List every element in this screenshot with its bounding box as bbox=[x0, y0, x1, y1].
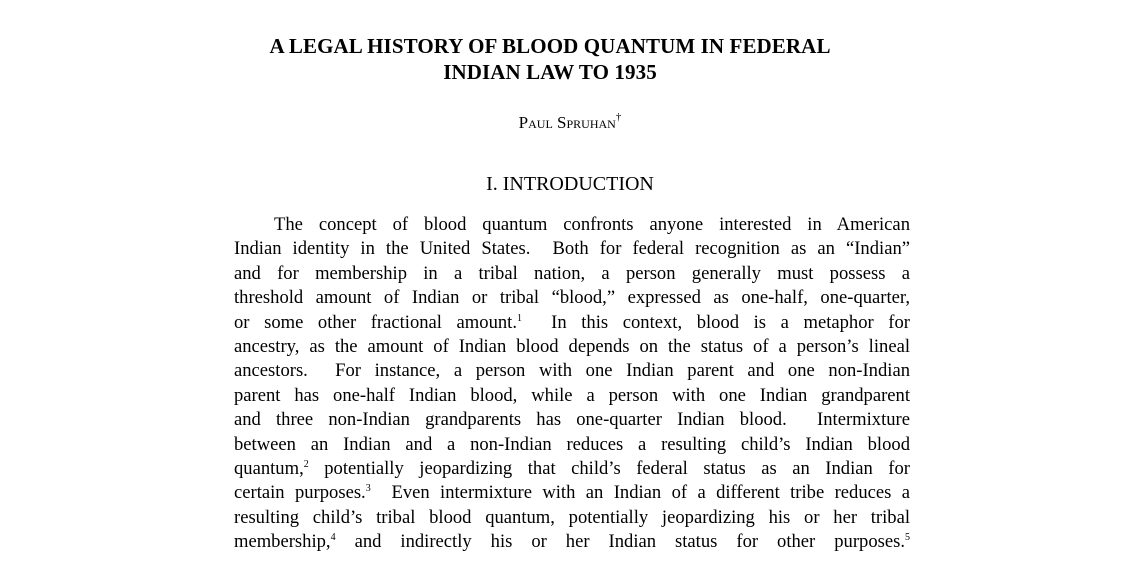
footnote-marker[interactable]: 4 bbox=[330, 532, 336, 544]
paragraph-line: or some other fractional amount.$^1$ In this context, blood is a metaphor for bbox=[234, 311, 910, 333]
section-heading: I. INTRODUCTION bbox=[486, 173, 654, 195]
paragraph-line: parent has one-half Indian blood, while a person with one Indian grandparent bbox=[234, 384, 910, 406]
footnote-marker[interactable]: 3 bbox=[365, 483, 371, 495]
footnote-marker[interactable]: 1 bbox=[516, 312, 522, 324]
paragraph-line: quantum,$^2$ potentially jeopardizing that child’s federal status as an Indian for bbox=[234, 457, 910, 479]
paper-title-line-2: INDIAN LAW TO 1935 bbox=[443, 60, 657, 84]
paragraph-line: threshold amount of Indian or tribal “blood,” expressed as one-half, one-quarter, bbox=[234, 287, 910, 309]
paragraph-line: ancestors. For instance, a person with one Indian parent and one non-Indian bbox=[234, 360, 910, 382]
paragraph-line: membership,$^4$ and indirectly his or her Indian status for other purposes.$^5$ bbox=[234, 531, 910, 553]
paragraph-line: certain purposes.$^3$ Even intermixture with an Indian of a different tribe reduces a bbox=[234, 482, 910, 504]
paragraph-line: ancestry, as the amount of Indian blood depends on the status of a person’s lineal bbox=[234, 335, 910, 357]
paragraph-line: and for membership in a tribal nation, a person generally must possess a bbox=[234, 262, 910, 284]
footnote-marker[interactable]: 2 bbox=[303, 458, 309, 470]
body-paragraph bbox=[234, 213, 910, 554]
paragraph-line: resulting child’s tribal blood quantum, potentially jeopardizing his or her tribal bbox=[234, 506, 910, 528]
footnote-marker[interactable]: 5 bbox=[905, 532, 910, 544]
paragraph-line: Indian identity in the United States. Both for federal recognition as an “Indian” bbox=[234, 238, 910, 260]
paper-title-line-1: A LEGAL HISTORY OF BLOOD QUANTUM IN FEDERAL bbox=[269, 34, 831, 58]
paragraph-line: between an Indian and a non-Indian reduces a resulting child’s Indian blood bbox=[234, 433, 910, 455]
author-footnote-mark: † bbox=[615, 111, 622, 123]
paragraph-line: and three non-Indian grandparents has one-quarter Indian blood. Intermixture bbox=[234, 409, 910, 431]
author-name bbox=[0, 112, 1140, 134]
author-name-text: Paul Spruhan bbox=[518, 113, 616, 132]
paragraph-line: The concept of blood quantum confronts anyone interested in American bbox=[274, 214, 910, 235]
